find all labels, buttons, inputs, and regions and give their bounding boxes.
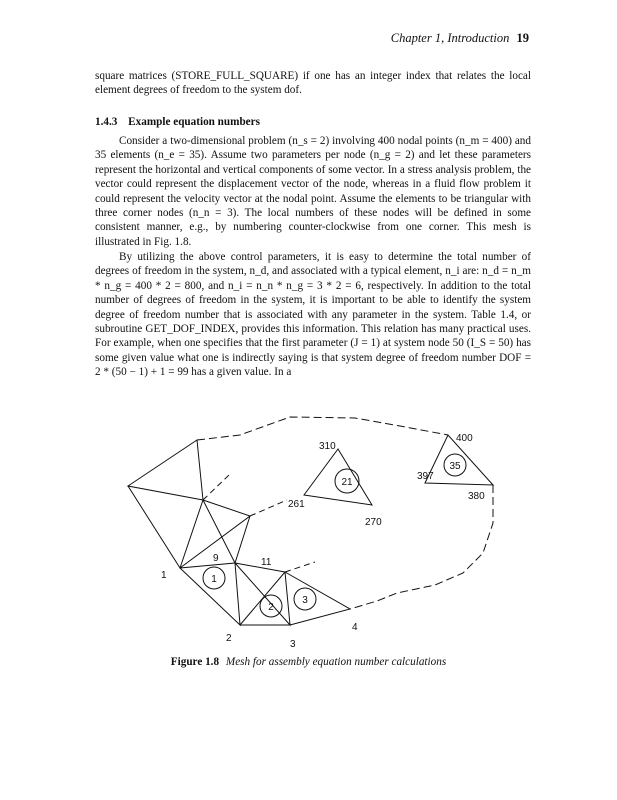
node-label-3: 3 <box>290 639 296 650</box>
page-number: 19 <box>516 31 529 45</box>
node-label-1: 1 <box>161 570 167 581</box>
section-heading <box>95 116 260 128</box>
chapter-title: Chapter 1, Introduction <box>390 31 510 45</box>
figure-label: Figure 1.8 <box>170 656 220 668</box>
node-label-2: 2 <box>226 633 232 644</box>
element-label-35: 35 <box>449 461 461 472</box>
figure-caption <box>0 656 617 668</box>
node-label-9: 9 <box>213 553 219 564</box>
node-label-11: 11 <box>261 557 272 568</box>
figure-caption-text: Mesh for assembly equation number calculations <box>225 656 447 668</box>
figure-1-8 <box>95 395 515 658</box>
paragraph-3: By utilizing the above control parameters, it is easy to determine the total number of degrees of freedom in the system, n_d, and associated with a typical element, n_i are: n_d = n_m * n_g = 400 * 2 = 800, and n_i = n_n * n_g = 3 * 2 = 6, respectively. In addition to the total number of degrees of freedom in the system, it is important to be able to identify the system degree of freedom number that is associated with any parameter in the system. Table 1.4, or subroutine GET_DOF_INDEX, provides this information. This relation has many practical uses. For example, when one specifies that the first parameter (J = 1) at system node 50 (I_S = 50) has some given value what one is indirectly saying is that system degree of freedom number DOF = 2 * (50 − 1) + 1 = 99 has a given value. In a <box>95 251 531 379</box>
node-label-4: 4 <box>352 622 358 633</box>
node-label-310: 310 <box>319 441 336 452</box>
element-label-2: 2 <box>268 602 274 613</box>
element-label-1: 1 <box>211 574 217 585</box>
mesh-lines <box>128 440 350 625</box>
node-label-380: 380 <box>468 491 485 502</box>
section-number: 1.4.3 <box>95 116 118 128</box>
running-header <box>391 31 529 46</box>
boundary-dashed-inner1 <box>203 475 229 500</box>
paragraph-2: Consider a two-dimensional problem (n_s = 2) involving 400 nodal points (n_m = 400) and 35 elements (n_e = 35). Assume two parameters per node (n_g = 2) and let these parameters represent the horizontal and vertical components of some vector. In a stress analysis problem, the vector could represent the displacement vector of the node, whereas in a fluid flow problem it could represent the velocity vector at the nodal point. Assume the elements to be triangular with three corner nodes (n_n = 3). The local numbers of these nodes will be defined in some consistent manner, e.g., by numbering counter-clockwise from one corner. This mesh is illustrated in Fig. 1.8. <box>95 135 531 248</box>
node-label-270: 270 <box>365 517 382 528</box>
mesh-diagram <box>95 395 515 653</box>
boundary-dashed-inner3 <box>285 562 315 572</box>
section-title: Example equation numbers <box>128 116 260 128</box>
node-label-261: 261 <box>288 499 305 510</box>
element-label-3: 3 <box>302 595 308 606</box>
boundary-dashed-inner2 <box>250 500 287 516</box>
node-label-397: 397 <box>417 471 434 482</box>
element-label-21: 21 <box>341 477 353 488</box>
boundary-dashed <box>197 417 448 440</box>
element-21-triangle <box>304 449 372 505</box>
node-label-400: 400 <box>456 433 473 444</box>
paragraph-1: square matrices (STORE_FULL_SQUARE) if one has an integer index that relates the local element degrees of freedom to the system dof. <box>95 70 531 97</box>
